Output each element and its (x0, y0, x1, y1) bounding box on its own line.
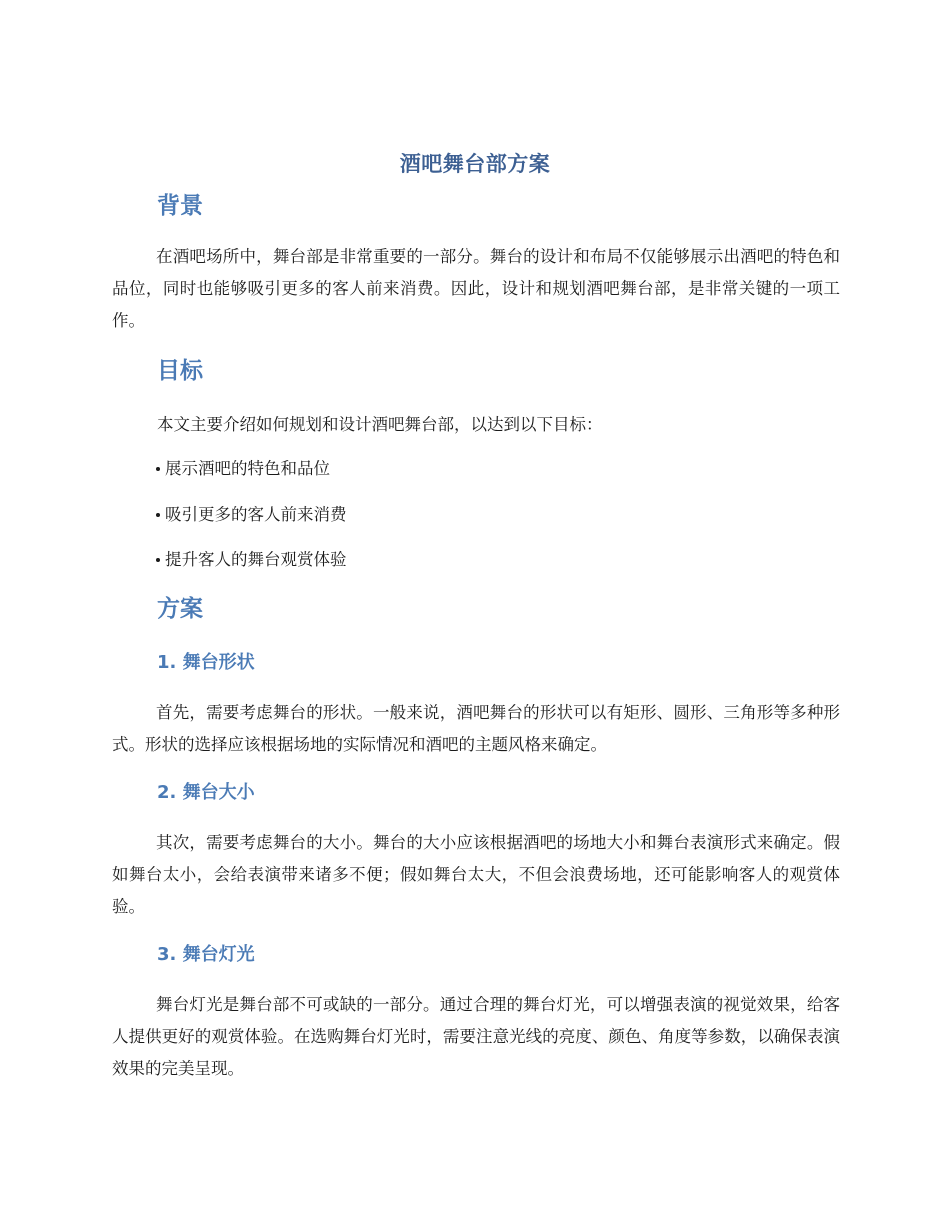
heading-background: 背景 (157, 193, 203, 219)
subheading-stage-size: 2. 舞台大小 (157, 782, 255, 803)
heading-plan: 方案 (157, 596, 203, 622)
subheading-stage-shape: 1. 舞台形状 (157, 652, 255, 673)
goal-item-3 (156, 547, 347, 573)
goal-item-text: 展示酒吧的特色和品位 (165, 459, 330, 478)
paragraph-stage-lighting: 舞台灯光是舞台部不可或缺的一部分。通过合理的舞台灯光，可以增强表演的视觉效果，给客人提供更好的观赏体验。在选购舞台灯光时，需要注意光线的亮度、颜色、角度等参数，以确保表演效果的完美呈现。 (112, 995, 840, 1078)
goal-item-text: 吸引更多的客人前来消费 (165, 505, 347, 524)
goal-item-2 (156, 502, 347, 528)
goal-item-text: 提升客人的舞台观赏体验 (165, 550, 347, 569)
goal-item-1 (156, 456, 330, 482)
document-title: 酒吧舞台部方案 (399, 152, 551, 176)
bullet-icon (156, 513, 160, 517)
heading-goals: 目标 (157, 358, 203, 384)
bullet-icon (156, 558, 160, 562)
subheading-stage-lighting: 3. 舞台灯光 (157, 944, 255, 965)
paragraph-background: 在酒吧场所中，舞台部是非常重要的一部分。舞台的设计和布局不仅能够展示出酒吧的特色和品位，同时也能够吸引更多的客人前来消费。因此，设计和规划酒吧舞台部，是非常关键的一项工作。 (112, 247, 840, 330)
bullet-icon (156, 467, 160, 471)
paragraph-stage-size: 其次，需要考虑舞台的大小。舞台的大小应该根据酒吧的场地大小和舞台表演形式来确定。假如舞台太小，会给表演带来诸多不便；假如舞台太大，不但会浪费场地，还可能影响客人的观赏体验。 (112, 833, 840, 916)
goals-intro: 本文主要介绍如何规划和设计酒吧舞台部，以达到以下目标： (157, 415, 603, 434)
paragraph-stage-shape: 首先，需要考虑舞台的形状。一般来说，酒吧舞台的形状可以有矩形、圆形、三角形等多种形式。形状的选择应该根据场地的实际情况和酒吧的主题风格来确定。 (112, 703, 840, 754)
